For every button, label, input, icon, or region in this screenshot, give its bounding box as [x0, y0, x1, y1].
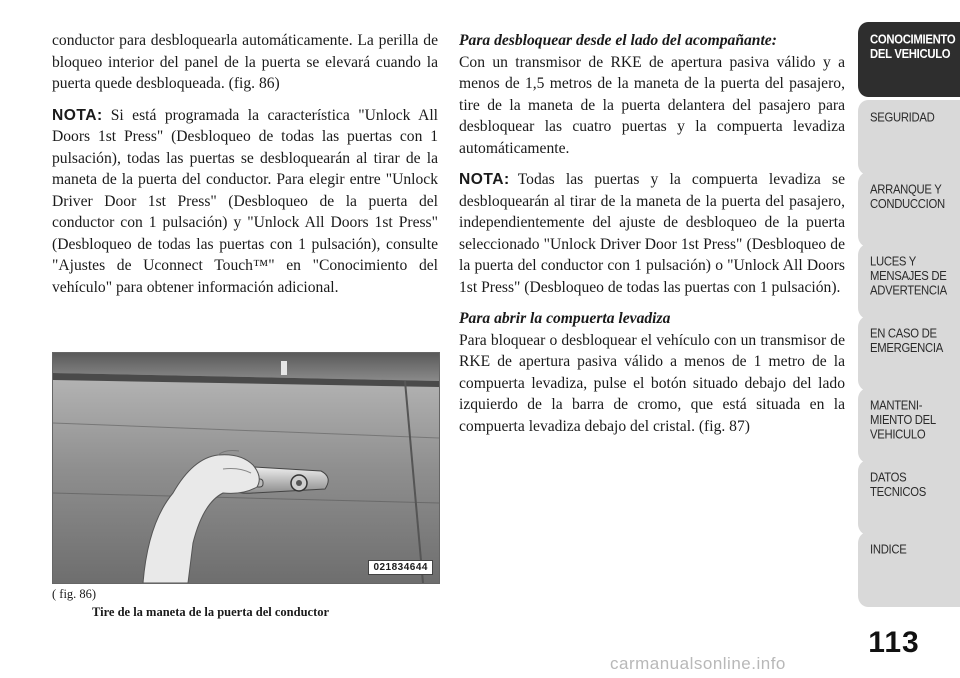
chapter-tab-label: LUCES Y [870, 255, 917, 269]
chapter-tab-6[interactable] [858, 460, 960, 535]
figure-door-handle [52, 352, 440, 584]
figure-id-label: 021834644 [368, 560, 433, 575]
right-column [459, 30, 845, 447]
chapter-tab-label: EN CASO DE [870, 327, 937, 341]
right-heading-passenger: Para desbloquear desde el lado del acompañante: [459, 32, 777, 49]
figure-number: ( fig. 86) [52, 587, 97, 601]
chapter-tab-label: MANTENI- [870, 399, 923, 413]
chapter-tab-label: DATOS [870, 471, 907, 485]
chapter-tab-3[interactable] [858, 244, 960, 319]
chapter-tabs [858, 0, 960, 620]
nota-label: NOTA: [52, 106, 103, 124]
chapter-tab-5[interactable] [858, 388, 960, 463]
left-nota-paragraph [52, 105, 438, 299]
chapter-tab-0[interactable] [858, 22, 960, 97]
chapter-tab-4[interactable] [858, 316, 960, 391]
chapter-tab-2[interactable] [858, 172, 960, 247]
chapter-tab-label: DEL VEHICULO [870, 47, 951, 62]
chapter-tab-label: SEGURIDAD [870, 111, 935, 125]
right-heading-liftgate: Para abrir la compuerta levadiza [459, 310, 671, 327]
nota-text: Todas las puertas y la compuerta levadiza se desbloquearán al tirar de la maneta de la puerta del pasajero, independientemente del ajuste de desbloqueo de la puerta seleccionado "Unlock Driver Door 1st Press" (Desbloqueo de la puerta del conductor con 1 pulsación) o "Unlock All Doors 1st Press" (Desbloqueo de todas las puertas con 1 pulsación). [459, 171, 845, 296]
nota-text: Si está programada la característica "Unlock All Doors 1st Press" (Desbloqueo de todas las puertas con 1 pulsación), todas las puertas se desbloquearán al tirar de la maneta de la puerta del conductor. Para elegir entre "Unlock Driver Door 1st Press" (Desbloqueo de la puerta del conductor con 1 pulsación) y "Unlock All Doors 1st Press" (Desbloqueo de todas las puertas con 1 pulsación), consulte "Ajustes de Uconnect Touch™" en "Conocimiento del vehículo" para obtener información adicional. [52, 106, 438, 296]
chapter-tab-label: MIENTO DEL [870, 413, 936, 428]
chapter-tab-label: MENSAJES DE [870, 269, 947, 284]
right-nota-paragraph [459, 169, 845, 298]
chapter-tab-label: VEHICULO [870, 428, 926, 442]
left-paragraph-1: conductor para desbloquearla automáticamente. La perilla de bloqueo interior del panel de la puerta se elevará cuando la puerta quede desbloqueada. (fig. 86) [52, 32, 438, 92]
chapter-tab-label: EMERGENCIA [870, 341, 943, 356]
right-paragraph-2: Para bloquear o desbloquear el vehículo con un transmisor de RKE de apertura pasiva válido a menos de 1 metro de la compuerta levadiza, pulse el botón situado debajo del lado izquierdo de la barra de cromo, que está situada en la compuerta levadiza debajo del cristal. (fig. 87) [459, 331, 845, 435]
chapter-tab-label: CONOCIMIENTO [870, 33, 956, 47]
chapter-tab-label: CONDUCCION [870, 197, 945, 212]
chapter-tab-7[interactable] [858, 532, 960, 607]
chapter-tab-label: ARRANQUE Y [870, 183, 942, 197]
right-paragraph-1: Con un transmisor de RKE de apertura pasiva válido y a menos de 1,5 metros de la maneta de la puerta del pasajero, tire de la maneta de la puerta delantera del pasajero para desbloquear las cuatro puertas y la compuerta levadiza automáticamente. [459, 53, 845, 157]
nota-label: NOTA: [459, 171, 510, 188]
chapter-tab-1[interactable] [858, 100, 960, 175]
watermark: carmanualsonline.info [610, 654, 786, 673]
chapter-tab-label: ADVERTENCIA [870, 284, 947, 298]
figure-caption: Tire de la maneta de la puerta del conductor [92, 605, 330, 619]
chapter-tab-label: INDICE [870, 543, 907, 557]
chapter-tab-label: TECNICOS [870, 485, 926, 500]
left-column [52, 30, 438, 308]
door-handle-illustration [53, 353, 439, 583]
page-number: 113 [868, 626, 920, 659]
